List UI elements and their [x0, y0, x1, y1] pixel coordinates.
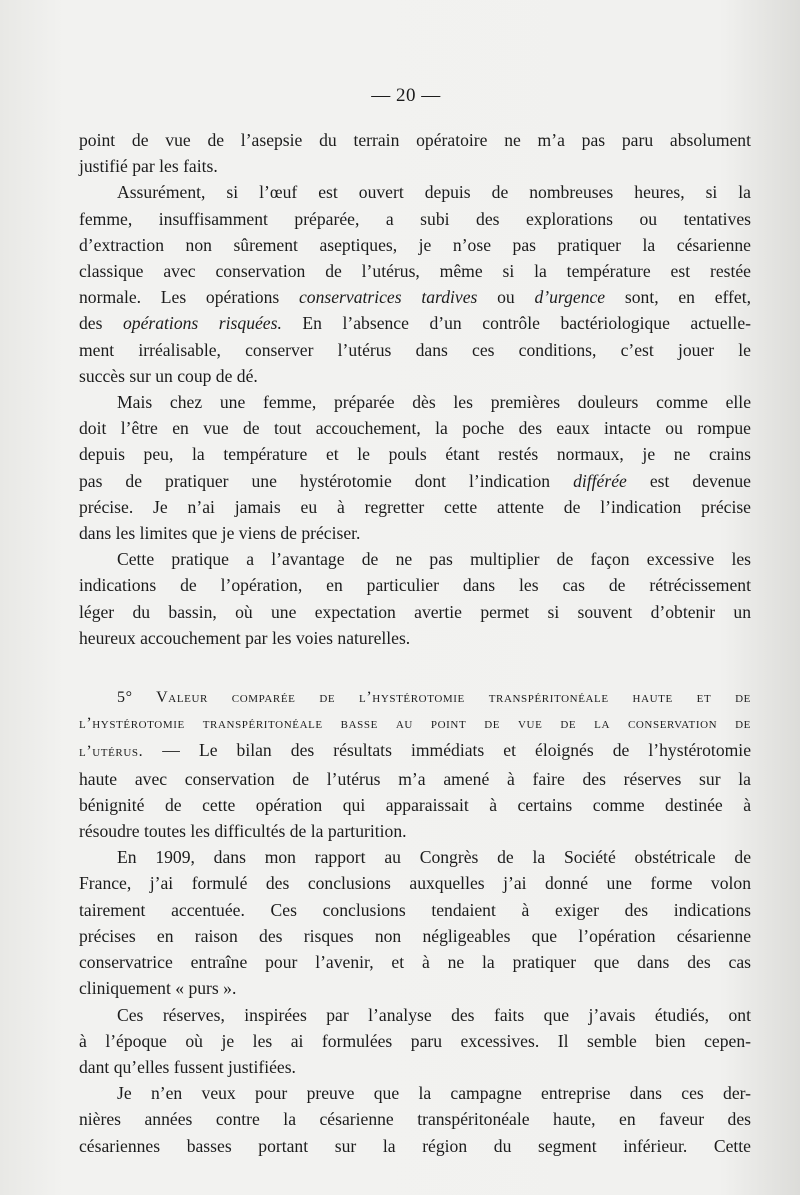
- text-line: haute avec conservation de l’utérus m’a amené à faire des réserves sur la: [79, 768, 751, 789]
- text-line: Ces réserves, inspirées par l’analyse des faits que j’avais étudiés, ont: [117, 1004, 751, 1025]
- section-gap: [79, 651, 751, 685]
- paragraph: [79, 1002, 751, 1081]
- text-line: d’extraction non sûrement aseptiques, je n’ose pas pratiquer la césarienne: [79, 234, 751, 255]
- text-line: En 1909, dans mon rapport au Congrès de la Société obstétricale de: [117, 847, 751, 868]
- text-line: heureux accouchement par les voies naturelles.: [79, 627, 411, 648]
- text-line: Je n’en veux pour preuve que la campagne entreprise dans ces der-: [117, 1083, 751, 1104]
- paragraph: [79, 389, 751, 546]
- section-heading-line: l’hystérotomie transpéritonéale basse au point de vue de la conservation de: [79, 715, 751, 733]
- paragraph: [79, 1080, 751, 1159]
- text-line: Assurément, si l’œuf est ouvert depuis de nombreuses heures, si la: [117, 182, 751, 203]
- text-line: précise. Je n’ai jamais eu à regretter cette attente de l’indication précise: [79, 496, 751, 517]
- section-heading-line: 5° Valeur comparée de l’hystérotomie transpéritonéale haute et de: [117, 689, 751, 707]
- text-line: à l’époque où je les ai formulées paru excessives. Il semble bien cepen-: [79, 1030, 751, 1051]
- text-line: l’utérus. — Le bilan des résultats immédiats et éloignés de l’hystérotomie: [79, 740, 751, 761]
- italic-phrase: d’urgence: [534, 287, 606, 308]
- text-line: justifié par les faits.: [79, 156, 218, 177]
- text-line: nières années contre la césarienne transpéritonéale haute, en faveur des: [79, 1109, 751, 1130]
- text-line: depuis peu, la température et le pouls étant restés normaux, je ne crains: [79, 444, 751, 465]
- text-line: normale. Les opérations conservatrices tardives ou d’urgence sont, en effet,: [79, 287, 752, 308]
- paragraph: [79, 546, 751, 651]
- text-line: classique avec conservation de l’utérus, même si la température est restée: [79, 261, 751, 282]
- paragraph: [79, 179, 751, 389]
- italic-phrase: opérations risquées.: [123, 313, 282, 334]
- text-line: point de vue de l’asepsie du terrain opératoire ne m’a pas paru absolument: [79, 130, 751, 150]
- italic-phrase: conservatrices tardives: [298, 287, 478, 308]
- text-line: doit l’être en vue de tout accouchement, la poche des eaux intacte ou rompue: [79, 418, 751, 439]
- text-line: conservatrice entraîne pour l’avenir, et à ne la pratiquer que dans des cas: [79, 952, 751, 973]
- text-line: France, j’ai formulé des conclusions auxquelles j’ai donné une forme volon: [79, 873, 751, 894]
- text-line: indications de l’opération, en particulier dans les cas de rétrécissement: [79, 575, 751, 596]
- text-line: précises en raison des risques non négligeables que l’opération césarienne: [79, 925, 751, 946]
- section-paragraph: [79, 685, 751, 844]
- text-line: dant qu’elles fussent justifiées.: [79, 1056, 296, 1077]
- text-line: succès sur un coup de dé.: [79, 365, 258, 386]
- text-line: Mais chez une femme, préparée dès les premières douleurs comme elle: [117, 392, 751, 413]
- text-line: bénignité de cette opération qui apparaissait à certains comme destinée à: [79, 794, 751, 815]
- text-line: pas de pratiquer une hystérotomie dont l’indication différée est devenue: [79, 470, 751, 491]
- page-number: — 20 —: [371, 85, 441, 106]
- section-heading-line: l’utérus.: [79, 743, 144, 761]
- italic-phrase: différée: [573, 470, 627, 491]
- paragraph: [79, 844, 751, 1001]
- text-line: ment irréalisable, conserver l’utérus dans ces conditions, c’est jouer le: [79, 339, 751, 360]
- text-line: césariennes basses portant sur la région du segment inférieur. Cette: [79, 1135, 751, 1156]
- text-line: résoudre toutes les difficultés de la parturition.: [79, 821, 407, 842]
- text-line: léger du bassin, où une expectation avertie permet si souvent d’obtenir un: [79, 601, 751, 622]
- text-line: dans les limites que je viens de préciser.: [79, 523, 361, 544]
- text-line: des opérations risquées. En l’absence d’un contrôle bactériologique actuelle-: [79, 313, 751, 334]
- text-line: femme, insuffisamment préparée, a subi des explorations ou tentatives: [79, 208, 751, 229]
- paragraph: [79, 127, 751, 179]
- text-line: tairement accentuée. Ces conclusions tendaient à exiger des indications: [79, 899, 751, 920]
- text-line: Cette pratique a l’avantage de ne pas multiplier de façon excessive les: [117, 549, 751, 570]
- body-text: [79, 127, 751, 1159]
- text-line: cliniquement « purs ».: [79, 978, 237, 999]
